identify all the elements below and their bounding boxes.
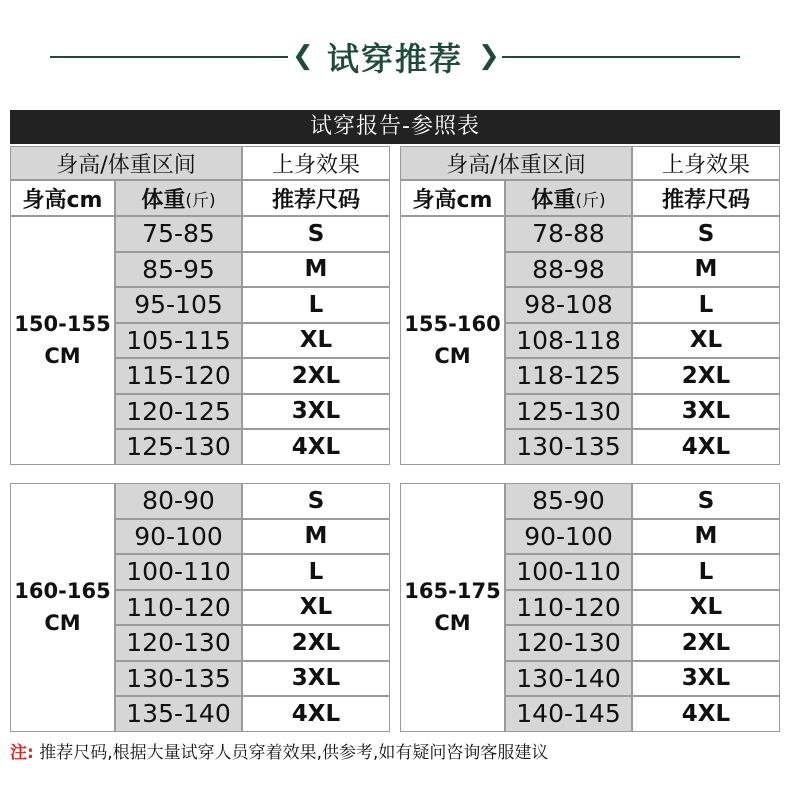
- chevron-left-icon: ❮: [292, 41, 314, 71]
- weight-cell: 95-105: [115, 287, 242, 323]
- weight-label: 体重: [531, 187, 576, 213]
- size-cell: 2XL: [242, 625, 390, 661]
- column-header-range: 身高/体重区间: [10, 146, 242, 180]
- column-header-height: 身高cm: [10, 180, 115, 216]
- weight-cell: 100-110: [505, 554, 632, 590]
- size-cell: L: [632, 287, 780, 323]
- size-cell: L: [242, 287, 390, 323]
- column-header-size: 推荐尺码: [632, 180, 780, 216]
- weight-cell: 78-88: [505, 216, 632, 252]
- height-range: 155-160: [404, 312, 501, 337]
- weight-cell: 140-145: [505, 696, 632, 732]
- size-cell: L: [242, 554, 390, 590]
- size-cell: 4XL: [632, 696, 780, 732]
- weight-cell: 115-120: [115, 358, 242, 394]
- size-cell: 4XL: [632, 429, 780, 465]
- height-unit: CM: [44, 611, 81, 636]
- column-header-weight: [505, 180, 632, 216]
- height-range-cell: [10, 216, 115, 465]
- size-cell: XL: [632, 323, 780, 359]
- footnote-label: 注:: [10, 743, 34, 763]
- height-range: 160-165: [14, 579, 111, 604]
- column-header-range: 身高/体重区间: [400, 146, 632, 180]
- weight-cell: 110-120: [505, 590, 632, 626]
- weight-cell: 118-125: [505, 358, 632, 394]
- weight-cell: 80-90: [115, 483, 242, 519]
- size-cell: XL: [632, 590, 780, 626]
- column-header-height: 身高cm: [400, 180, 505, 216]
- column-header-weight: [115, 180, 242, 216]
- weight-cell: 130-135: [505, 429, 632, 465]
- height-unit: CM: [434, 611, 471, 636]
- weight-cell: 108-118: [505, 323, 632, 359]
- weight-cell: 90-100: [115, 519, 242, 555]
- weight-cell: 135-140: [115, 696, 242, 732]
- size-cell: 4XL: [242, 696, 390, 732]
- weight-label: 体重: [141, 187, 186, 213]
- height-unit: CM: [44, 344, 81, 369]
- size-cell: 2XL: [632, 358, 780, 394]
- size-cell: 2XL: [242, 358, 390, 394]
- footnote: [10, 738, 548, 763]
- height-range: 165-175: [404, 579, 501, 604]
- height-unit: CM: [434, 344, 471, 369]
- weight-cell: 85-95: [115, 252, 242, 288]
- header-line-right: [502, 56, 740, 58]
- report-title: 试穿报告-参照表: [10, 110, 780, 144]
- weight-cell: 88-98: [505, 252, 632, 288]
- height-range-cell: [10, 483, 115, 732]
- weight-cell: 85-90: [505, 483, 632, 519]
- size-cell: M: [242, 519, 390, 555]
- size-cell: S: [242, 483, 390, 519]
- weight-cell: 100-110: [115, 554, 242, 590]
- size-cell: 3XL: [632, 661, 780, 697]
- size-cell: M: [242, 252, 390, 288]
- weight-cell: 130-135: [115, 661, 242, 697]
- page-title: 试穿推荐: [326, 40, 463, 78]
- weight-cell: 90-100: [505, 519, 632, 555]
- weight-cell: 110-120: [115, 590, 242, 626]
- column-header-effect: 上身效果: [632, 146, 780, 180]
- weight-cell: 125-130: [115, 429, 242, 465]
- size-cell: S: [632, 483, 780, 519]
- size-cell: S: [242, 216, 390, 252]
- size-cell: 3XL: [242, 661, 390, 697]
- height-range: 150-155: [14, 312, 111, 337]
- weight-unit: (斤): [185, 190, 216, 211]
- weight-cell: 105-115: [115, 323, 242, 359]
- size-cell: XL: [242, 323, 390, 359]
- size-cell: M: [632, 252, 780, 288]
- weight-unit: (斤): [575, 190, 606, 211]
- column-header-effect: 上身效果: [242, 146, 390, 180]
- weight-cell: 75-85: [115, 216, 242, 252]
- column-header-size: 推荐尺码: [242, 180, 390, 216]
- height-range-cell: [400, 483, 505, 732]
- size-cell: M: [632, 519, 780, 555]
- chevron-right-icon: ❯: [478, 41, 500, 71]
- weight-cell: 98-108: [505, 287, 632, 323]
- height-range-cell: [400, 216, 505, 465]
- footnote-text: 推荐尺码,根据大量试穿人员穿着效果,供参考,如有疑问咨询客服建议: [33, 743, 549, 763]
- size-cell: 2XL: [632, 625, 780, 661]
- size-cell: 4XL: [242, 429, 390, 465]
- size-cell: 3XL: [242, 394, 390, 430]
- weight-cell: 120-130: [115, 625, 242, 661]
- size-cell: L: [632, 554, 780, 590]
- weight-cell: 125-130: [505, 394, 632, 430]
- weight-cell: 120-130: [505, 625, 632, 661]
- size-cell: S: [632, 216, 780, 252]
- size-cell: XL: [242, 590, 390, 626]
- size-cell: 3XL: [632, 394, 780, 430]
- weight-cell: 120-125: [115, 394, 242, 430]
- weight-cell: 130-140: [505, 661, 632, 697]
